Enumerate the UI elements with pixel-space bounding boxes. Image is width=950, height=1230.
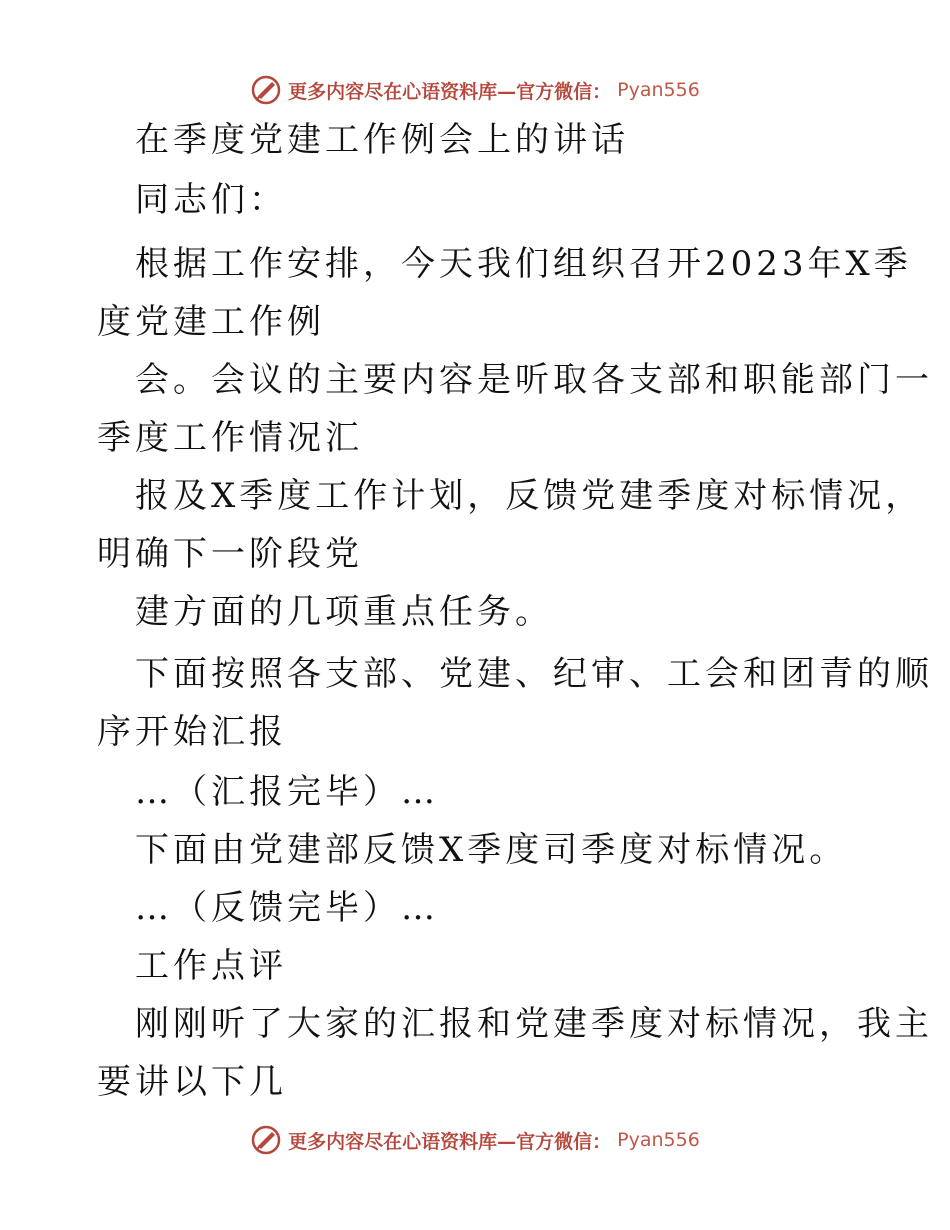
- paragraph-line: 报及X季度工作计划，反馈党建季度对标情况，: [135, 476, 924, 516]
- paragraph-line: …（反馈完毕）…: [135, 888, 439, 928]
- document-title: 在季度党建工作例会上的讲话: [135, 120, 629, 160]
- paragraph-line: 工作点评: [135, 946, 287, 986]
- paragraph-line: 序开始汇报: [97, 712, 287, 752]
- paragraph-line: 季度工作情况汇: [97, 418, 363, 458]
- paragraph-line: 同志们：: [135, 180, 287, 220]
- paragraph-line: 下面按照各支部、党建、纪审、工会和团青的顺: [135, 654, 933, 694]
- paragraph-line: 下面由党建部反馈X季度司季度对标情况。: [135, 830, 848, 870]
- header-wechat-id: Pyan556: [617, 79, 700, 101]
- paragraph-line: 会。会议的主要内容是听取各支部和职能部门一: [135, 360, 933, 400]
- header-banner-text: 更多内容尽在心语资料库—官方微信：: [288, 80, 612, 103]
- paragraph-line: 要讲以下几: [97, 1062, 287, 1102]
- paragraph-line: 根据工作安排，今天我们组织召开2023年X季: [135, 244, 912, 284]
- footer-wechat-id: Pyan556: [617, 1129, 700, 1151]
- paragraph-line: 建方面的几项重点任务。: [135, 592, 553, 632]
- footer-banner-text: 更多内容尽在心语资料库—官方微信：: [288, 1130, 612, 1153]
- quill-logo-icon: [250, 74, 282, 106]
- paragraph-line: 明确下一阶段党: [97, 534, 363, 574]
- header-banner: [0, 70, 950, 110]
- paragraph-line: 度党建工作例: [97, 302, 325, 342]
- paragraph-line: …（汇报完毕）…: [135, 772, 439, 812]
- header-banner-inner: [250, 74, 700, 106]
- footer-banner-inner: [250, 1124, 700, 1156]
- quill-logo-icon: [250, 1124, 282, 1156]
- footer-banner: [0, 1120, 950, 1160]
- paragraph-line: 刚刚听了大家的汇报和党建季度对标情况，我主: [135, 1004, 933, 1044]
